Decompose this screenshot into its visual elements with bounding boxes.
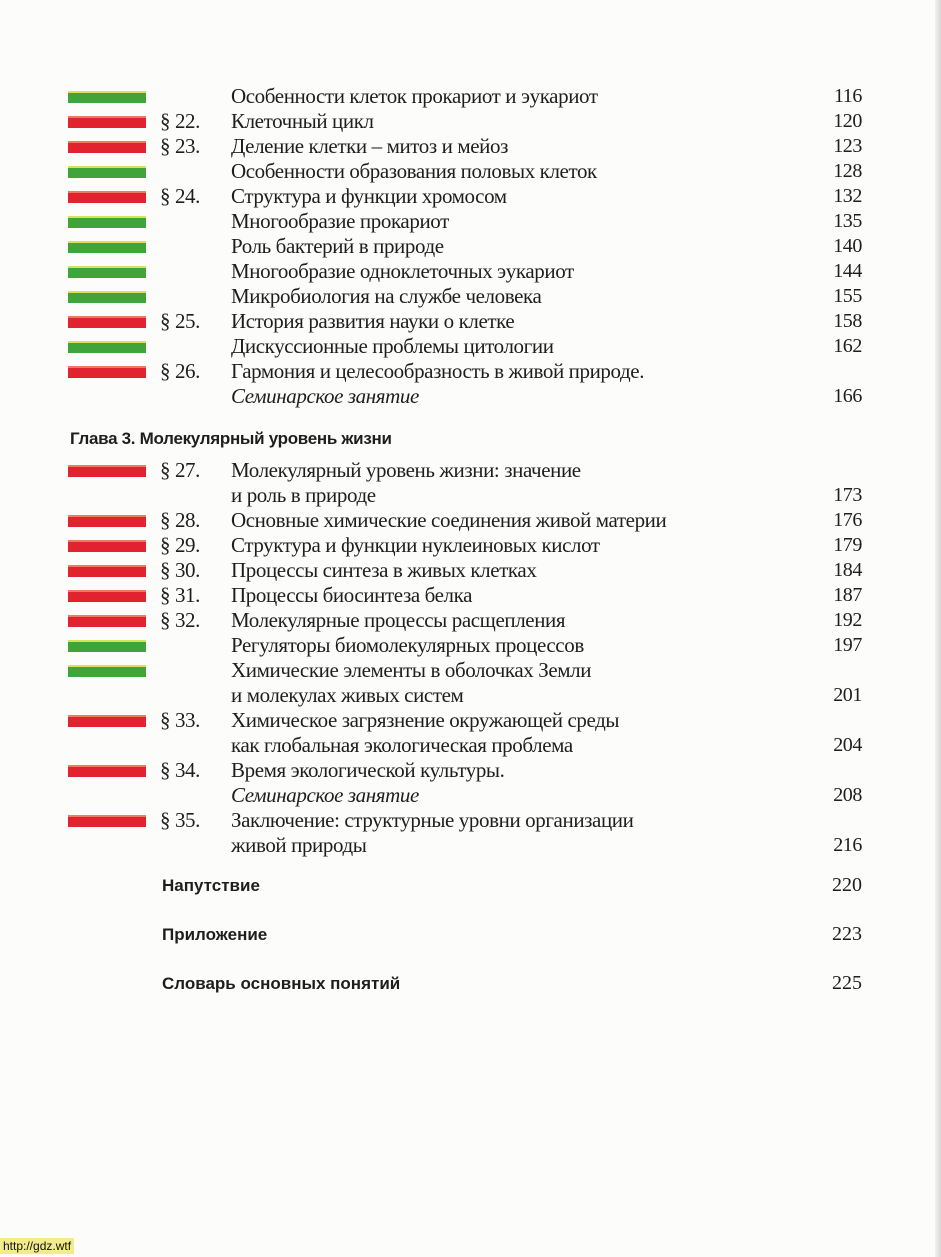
- page-number: 223: [832, 923, 862, 945]
- section-number: § 27.: [160, 458, 201, 482]
- toc-entry-line: [0, 708, 941, 733]
- paragraph-marker-red: [68, 141, 146, 153]
- toc-entry[interactable]: [0, 159, 941, 184]
- extra-topic-marker-green: [68, 291, 146, 303]
- toc-entry[interactable]: [0, 284, 941, 309]
- toc-entry[interactable]: [0, 658, 941, 708]
- toc-entry-line: [0, 733, 941, 758]
- toc-entry[interactable]: [0, 184, 941, 209]
- section-number: § 24.: [160, 184, 201, 208]
- toc-entry[interactable]: [0, 708, 941, 758]
- toc-entry-line: [0, 683, 941, 708]
- toc-entry[interactable]: [0, 558, 941, 583]
- paragraph-marker-red: [68, 191, 146, 203]
- page-number: 140: [833, 235, 862, 257]
- entry-title[interactable]: Химическое загрязнение окружающей среды: [231, 708, 620, 732]
- page-number: 128: [833, 160, 862, 182]
- entry-title[interactable]: История развития науки о клетке: [231, 309, 515, 333]
- section-number: § 28.: [160, 508, 201, 532]
- page-number: 176: [833, 509, 862, 531]
- entry-title[interactable]: Основные химические соединения живой материи: [231, 508, 667, 532]
- toc-entry-line: [0, 633, 941, 658]
- entry-title[interactable]: как глобальная экологическая проблема: [231, 733, 573, 757]
- paragraph-marker-red: [68, 815, 146, 827]
- toc-entry[interactable]: [0, 209, 941, 234]
- toc-entry-line: [0, 508, 941, 533]
- toc-entry-line: [0, 808, 941, 833]
- page-number: 135: [833, 210, 862, 232]
- entry-title[interactable]: Регуляторы биомолекулярных процессов: [231, 633, 584, 657]
- entry-title[interactable]: Время экологической культуры.: [231, 758, 505, 782]
- page-number: 173: [833, 484, 862, 506]
- toc-entry-line: [0, 783, 941, 808]
- toc-entry-line: [0, 109, 941, 134]
- toc-entry[interactable]: [0, 84, 941, 109]
- entry-title[interactable]: и молекулах живых систем: [231, 683, 464, 707]
- entry-title[interactable]: и роль в природе: [231, 483, 376, 507]
- backmatter-title[interactable]: Приложение: [162, 925, 268, 944]
- entry-title[interactable]: Особенности образования половых клеток: [231, 159, 597, 183]
- toc-entry[interactable]: [0, 309, 941, 334]
- paragraph-marker-red: [68, 540, 146, 552]
- paragraph-marker-red: [68, 116, 146, 128]
- paragraph-marker-red: [68, 590, 146, 602]
- toc-entry-line: [0, 334, 941, 359]
- section-number: § 29.: [160, 533, 201, 557]
- entry-title[interactable]: Роль бактерий в природе: [231, 234, 444, 258]
- section-number: § 26.: [160, 359, 201, 383]
- paragraph-marker-red: [68, 765, 146, 777]
- seminar-label[interactable]: Семинарское занятие: [231, 384, 419, 408]
- entry-title[interactable]: Многообразие прокариот: [231, 209, 449, 233]
- paragraph-marker-red: [68, 316, 146, 328]
- section-number: § 34.: [160, 758, 201, 782]
- page-number: 132: [833, 185, 862, 207]
- extra-topic-marker-green: [68, 241, 146, 253]
- entry-title[interactable]: Процессы биосинтеза белка: [231, 583, 473, 607]
- page-number: 120: [833, 110, 862, 132]
- toc-entry[interactable]: [0, 334, 941, 359]
- page-number: 204: [833, 734, 862, 756]
- toc-entry-line: [0, 483, 941, 508]
- backmatter-title[interactable]: Словарь основных понятий: [162, 974, 401, 993]
- entry-title[interactable]: Клеточный цикл: [231, 109, 374, 133]
- paragraph-marker-red: [68, 465, 146, 477]
- page-number: 123: [833, 135, 862, 157]
- paragraph-marker-red: [68, 715, 146, 727]
- page-number: 192: [833, 609, 862, 631]
- toc-entry-line: [0, 758, 941, 783]
- toc-entry-line: [0, 184, 941, 209]
- extra-topic-marker-green: [68, 91, 146, 103]
- section-number: § 22.: [160, 109, 201, 133]
- page-number: 187: [833, 584, 862, 606]
- extra-topic-marker-green: [68, 216, 146, 228]
- section-number: § 31.: [160, 583, 201, 607]
- entry-title[interactable]: Структура и функции хромосом: [231, 184, 507, 208]
- page-edge-shadow: [935, 0, 941, 1257]
- toc-entry-line: [0, 359, 941, 384]
- entry-title[interactable]: Процессы синтеза в живых клетках: [231, 558, 537, 582]
- watermark-link[interactable]: http://gdz.wtf: [0, 1238, 74, 1254]
- entry-title[interactable]: Заключение: структурные уровни организации: [231, 808, 634, 832]
- toc-entry-line: [0, 284, 941, 309]
- toc-entry[interactable]: [0, 608, 941, 633]
- backmatter-title[interactable]: Напутствие: [162, 876, 260, 895]
- entry-title[interactable]: Структура и функции нуклеиновых кислот: [231, 533, 600, 557]
- paragraph-marker-red: [68, 366, 146, 378]
- extra-topic-marker-green: [68, 341, 146, 353]
- toc-entry-line: [0, 159, 941, 184]
- toc-entry[interactable]: [0, 109, 941, 134]
- section-number: § 23.: [160, 134, 201, 158]
- page-number: 208: [833, 784, 862, 806]
- extra-topic-marker-green: [68, 266, 146, 278]
- section-number: § 30.: [160, 558, 201, 582]
- toc-section-molecular: [0, 458, 941, 858]
- paragraph-marker-red: [68, 515, 146, 527]
- paragraph-marker-red: [68, 565, 146, 577]
- entry-title[interactable]: Микробиология на службе человека: [231, 284, 542, 308]
- section-number: § 25.: [160, 309, 201, 333]
- section-number: § 32.: [160, 608, 201, 632]
- toc-entry[interactable]: [0, 808, 941, 858]
- entry-title[interactable]: живой природы: [231, 833, 367, 857]
- entry-title[interactable]: Деление клетки – митоз и мейоз: [231, 134, 508, 158]
- entry-title[interactable]: Молекулярный уровень жизни: значение: [231, 458, 581, 482]
- entry-title[interactable]: Гармония и целесообразность в живой природе.: [231, 359, 645, 383]
- page-number: 162: [833, 335, 862, 357]
- paragraph-marker-red: [68, 615, 146, 627]
- section-number: § 33.: [160, 708, 201, 732]
- entry-title[interactable]: Химические элементы в оболочках Земли: [231, 658, 592, 682]
- extra-topic-marker-green: [68, 640, 146, 652]
- page-number: 220: [832, 874, 862, 896]
- toc-entry-line: [0, 608, 941, 633]
- toc-entry-line: [0, 833, 941, 858]
- toc-entry[interactable]: [0, 508, 941, 533]
- toc-entry-line: [0, 583, 941, 608]
- toc-entry[interactable]: [0, 758, 941, 808]
- page-number: 179: [833, 534, 862, 556]
- seminar-label[interactable]: Семинарское занятие: [231, 783, 419, 807]
- toc-entry-line: [0, 234, 941, 259]
- page-number: 225: [832, 972, 862, 994]
- toc-entry-line: [0, 533, 941, 558]
- toc-entry-line: [0, 209, 941, 234]
- toc-entry[interactable]: [0, 134, 941, 159]
- page-number: 166: [833, 385, 862, 407]
- extra-topic-marker-green: [68, 166, 146, 178]
- entry-title[interactable]: Особенности клеток прокариот и эукариот: [231, 84, 598, 108]
- page-number: 155: [833, 285, 862, 307]
- toc-entry[interactable]: [0, 633, 941, 658]
- page-number: 184: [833, 559, 862, 581]
- toc-entry-line: [0, 259, 941, 284]
- section-number: § 35.: [160, 808, 201, 832]
- entry-title[interactable]: Дискуссионные проблемы цитологии: [231, 334, 554, 358]
- toc-entry[interactable]: [0, 234, 941, 259]
- page-number: 158: [833, 310, 862, 332]
- extra-topic-marker-green: [68, 665, 146, 677]
- chapter-heading: Глава 3. Молекулярный уровень жизни: [70, 429, 392, 448]
- toc-entry[interactable]: [0, 359, 941, 409]
- toc-entry[interactable]: [0, 458, 941, 508]
- toc-entry-line: [0, 134, 941, 159]
- toc-entry-line: [0, 84, 941, 109]
- entry-title[interactable]: Молекулярные процессы расщепления: [231, 608, 566, 632]
- page-number: 144: [833, 260, 862, 282]
- page-number: 216: [833, 834, 862, 856]
- toc-entry-line: [0, 309, 941, 334]
- toc-entry-line: [0, 458, 941, 483]
- toc-entry[interactable]: [0, 259, 941, 284]
- toc-entry[interactable]: [0, 583, 941, 608]
- toc-entry-line: [0, 658, 941, 683]
- page-number: 197: [833, 634, 862, 656]
- toc-entry-line: [0, 384, 941, 409]
- page-number: 116: [833, 85, 862, 107]
- toc-entry[interactable]: [0, 533, 941, 558]
- entry-title[interactable]: Многообразие одноклеточных эукариот: [231, 259, 574, 283]
- page-number: 201: [833, 684, 862, 706]
- toc-entry-line: [0, 558, 941, 583]
- toc-section-cell: [0, 84, 941, 409]
